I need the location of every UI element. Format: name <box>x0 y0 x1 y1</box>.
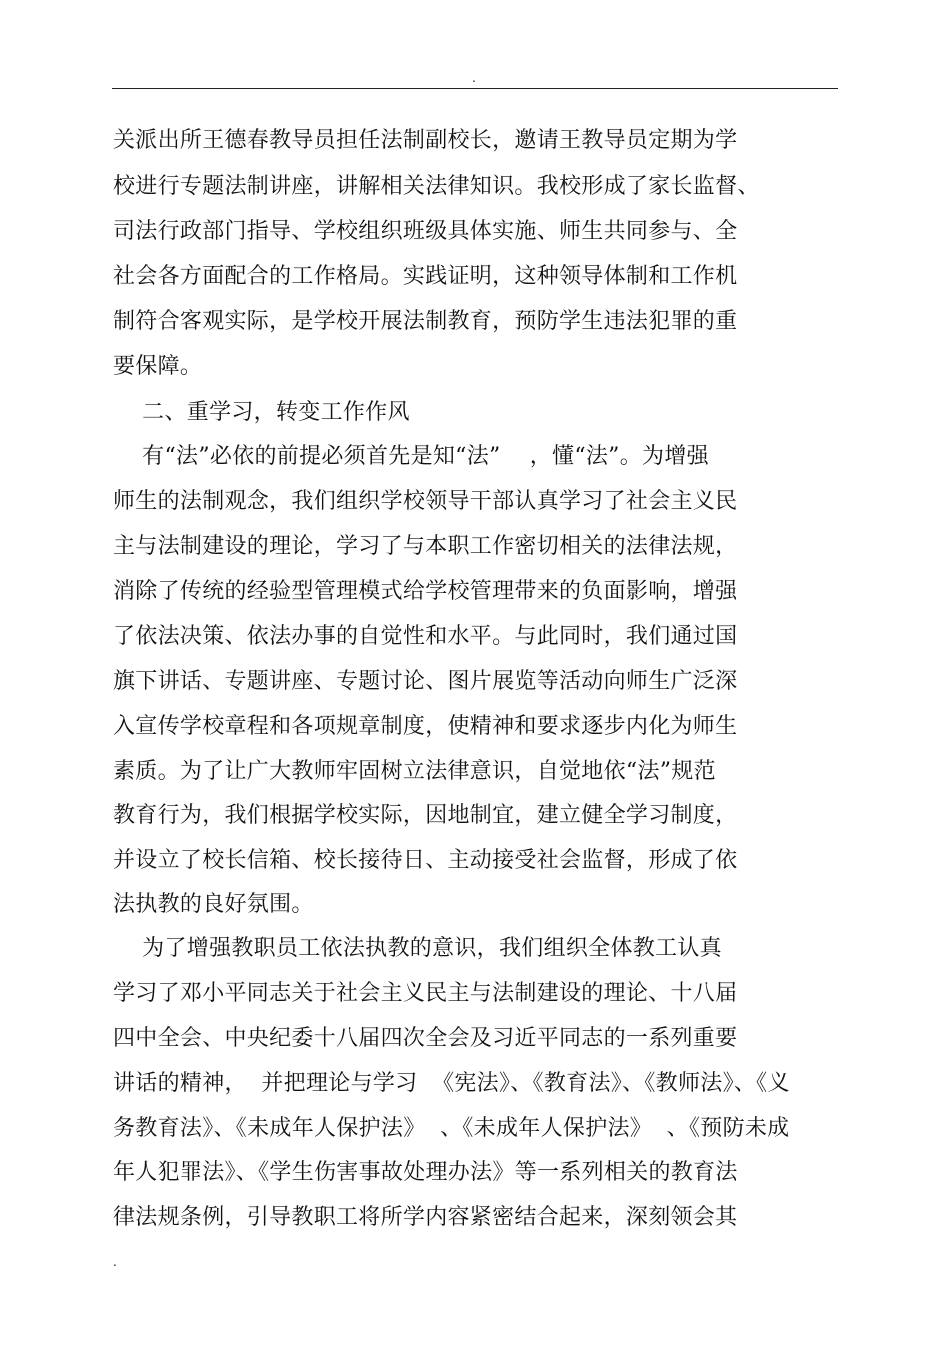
text-line: 消除了传统的经验型管理模式给学校管理带来的负面影响，增强 <box>113 579 738 604</box>
text-line: 为了增强教职员工依法执教的意识，我们组织全体教工认真 <box>113 936 722 961</box>
text-line: 旗下讲话、专题讲座、专题讨论、图片展览等活动向师生广泛深 <box>113 669 738 694</box>
header-rule <box>112 88 838 89</box>
text-line: 师生的法制观念，我们组织学校领导干部认真学习了社会主义民 <box>113 489 738 514</box>
text-line: 主与法制建设的理论，学习了与本职工作密切相关的法律法规， <box>113 534 738 559</box>
text-line: 入宣传学校章程和各项规章制度，使精神和要求逐步内化为师生 <box>113 714 738 739</box>
text-line: 司法行政部门指导、学校组织班级具体实施、师生共同参与、全 <box>113 219 738 244</box>
text-line: 律法规条例，引导教职工将所学内容紧密结合起来，深刻领会其 <box>113 1205 738 1230</box>
header-marker: . <box>472 71 476 85</box>
text-line: 学习了邓小平同志关于社会主义民主与法制建设的理论、十八届 <box>113 981 738 1006</box>
text-line: 法执教的良好氛围。 <box>113 892 314 917</box>
section-heading: 二、重学习，转变工作作风 <box>113 400 410 425</box>
text-line: 教育行为，我们根据学校实际，因地制宜，建立健全学习制度， <box>113 803 738 828</box>
text-line: 素质。为了让广大教师牢固树立法律意识，自觉地依“法”规范 <box>113 759 716 784</box>
text-line: 年人犯罪法》、《学生伤害事故处理办法》等一系列相关的教育法 <box>113 1160 738 1185</box>
footer-marker: . <box>113 1255 117 1269</box>
text-line: 讲话的精神， 并把理论与学习 《宪法》、《教育法》、《教师法》、《义 <box>113 1071 790 1096</box>
text-line: 要保障。 <box>113 354 203 379</box>
text-line: 了依法决策、依法办事的自觉性和水平。与此同时，我们通过国 <box>113 624 738 649</box>
text-line: 并设立了校长信箱、校长接待日、主动接受社会监督，形成了依 <box>113 848 738 873</box>
text-line: 务教育法》、《未成年人保护法》 、《未成年人保护法》 、《预防未成 <box>113 1116 790 1141</box>
text-line: 关派出所王德春教导员担任法制副校长，邀请王教导员定期为学 <box>113 128 738 153</box>
text-line: 四中全会、中央纪委十八届四次全会及习近平同志的一系列重要 <box>113 1026 738 1051</box>
text-line: 制符合客观实际，是学校开展法制教育，预防学生违法犯罪的重 <box>113 309 738 334</box>
text-line: 有“法”必依的前提必须首先是知“法” ，懂“法”。为增强 <box>113 444 709 469</box>
text-line: 校进行专题法制讲座，讲解相关法律知识。我校形成了家长监督、 <box>113 174 760 199</box>
text-line: 社会各方面配合的工作格局。实践证明，这种领导体制和工作机 <box>113 264 738 289</box>
